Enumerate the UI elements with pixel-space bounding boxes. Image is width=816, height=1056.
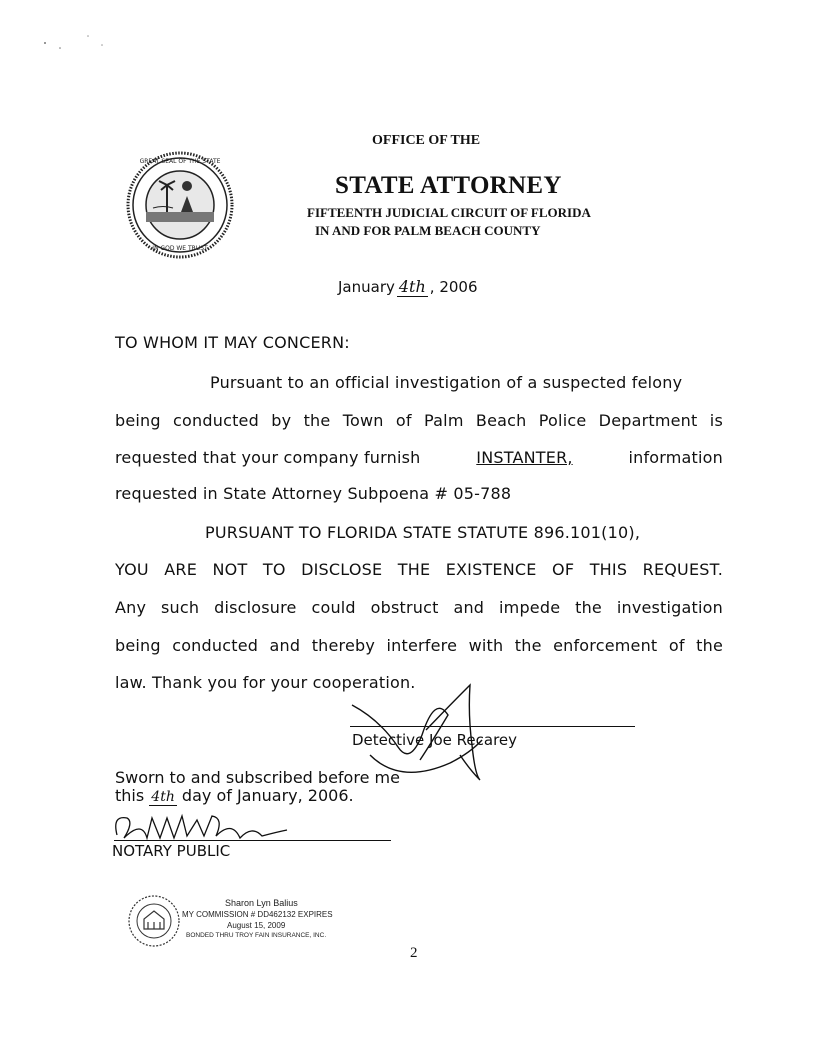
p1-line-3-pre: requested that your company furnish xyxy=(115,448,421,467)
notary-date-line xyxy=(115,786,354,805)
circuit-heading: FIFTEENTH JUDICIAL CIRCUIT OF FLORIDA xyxy=(307,205,591,220)
p2-line-4: being conducted and thereby interfere with the enforcement of the xyxy=(115,636,723,655)
this-pre: this xyxy=(115,786,150,805)
notary-public-label: NOTARY PUBLIC xyxy=(112,842,231,860)
office-of-heading: OFFICE OF THE xyxy=(372,133,481,148)
p1-line-4: requested in State Attorney Subpoena # 05-788 xyxy=(115,484,512,503)
svg-text:IN GOD WE TRUST: IN GOD WE TRUST xyxy=(152,245,208,252)
salutation: TO WHOM IT MAY CONCERN: xyxy=(115,333,350,352)
p2-line-3: Any such disclosure could obstruct and impede the investigation xyxy=(115,598,723,617)
p1-line-1: Pursuant to an official investigation of a suspected felony xyxy=(210,373,683,392)
stamp-bonded: BONDED THRU TROY FAIN INSURANCE, INC. xyxy=(186,932,327,939)
svg-text:GREAT SEAL OF THE STATE: GREAT SEAL OF THE STATE xyxy=(139,158,221,165)
notary-day-handwritten: 4th xyxy=(151,789,175,805)
sworn-statement: Sworn to and subscribed before me xyxy=(115,768,400,787)
this-post: day of January, 2006. xyxy=(176,786,354,805)
signature-line xyxy=(350,726,635,727)
statute-line: PURSUANT TO FLORIDA STATE STATUTE 896.101(10), xyxy=(205,523,641,542)
date-month: January xyxy=(338,278,395,296)
notary-stamp-seal-icon xyxy=(126,893,182,949)
scan-specks xyxy=(40,30,120,55)
county-heading: IN AND FOR PALM BEACH COUNTY xyxy=(315,223,541,238)
stamp-expires: August 15, 2009 xyxy=(227,921,286,930)
p2-line-5: law. Thank you for your cooperation. xyxy=(115,673,416,692)
state-attorney-title: STATE ATTORNEY xyxy=(335,172,562,199)
p1-line-3 xyxy=(115,448,723,467)
stamp-name: Sharon Lyn Balius xyxy=(225,898,298,908)
letter-date xyxy=(338,277,478,296)
instanter-word: INSTANTER, xyxy=(476,448,573,467)
p1-line-3-post: information xyxy=(628,448,723,467)
disclosure-warning: YOU ARE NOT TO DISCLOSE THE EXISTENCE OF THIS REQUEST. xyxy=(115,560,723,579)
date-day-handwritten: 4th xyxy=(398,277,426,296)
date-year: , 2006 xyxy=(429,278,478,296)
page-number: 2 xyxy=(410,945,418,961)
p1-line-2: being conducted by the Town of Palm Beach Police Department is xyxy=(115,411,723,430)
florida-seal-icon xyxy=(125,150,235,260)
detective-name: Detective Joe Recarey xyxy=(352,731,518,749)
stamp-commission: MY COMMISSION # DD462132 EXPIRES xyxy=(182,910,333,919)
notary-signature-line xyxy=(114,840,391,841)
